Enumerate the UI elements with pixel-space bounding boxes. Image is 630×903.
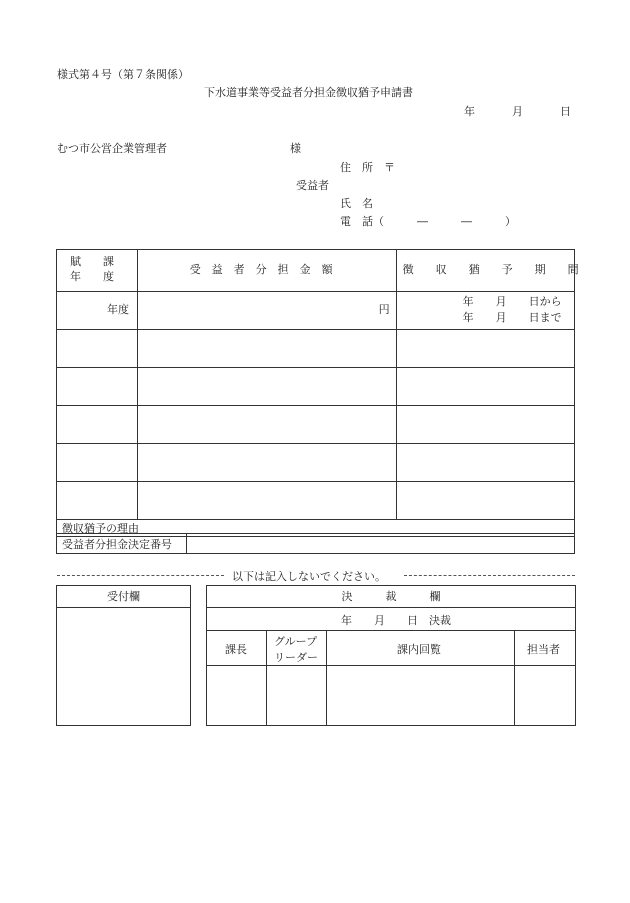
amount-cell[interactable] xyxy=(137,406,396,444)
period-cell[interactable] xyxy=(396,444,574,482)
office-use-notice: 以下は記入しないでください。 xyxy=(232,570,386,583)
person-in-charge-stamp-cell[interactable] xyxy=(515,666,575,725)
amount-cell[interactable] xyxy=(137,444,396,482)
section-chief-stamp-cell[interactable] xyxy=(207,666,266,725)
fiscal-year-cell[interactable] xyxy=(57,482,138,520)
decision-box xyxy=(206,585,576,726)
table-row xyxy=(57,330,575,368)
table-row xyxy=(57,482,575,520)
table-row xyxy=(57,368,575,406)
circulation-stamp-cell[interactable] xyxy=(327,666,514,725)
amount-cell[interactable] xyxy=(137,482,396,520)
table-row xyxy=(57,444,575,482)
period-cell[interactable]: 年 月 日から 年 月 日まで xyxy=(396,292,574,330)
date-month-label: 月 xyxy=(512,105,523,118)
reception-header: 受付欄 xyxy=(57,586,190,608)
form-number: 様式第４号（第７条関係） xyxy=(57,68,189,81)
period-cell[interactable] xyxy=(396,368,574,406)
section-chief-label: 課長 xyxy=(225,643,247,656)
period-cell[interactable] xyxy=(396,406,574,444)
fiscal-year-cell[interactable] xyxy=(57,406,138,444)
fiscal-year-cell[interactable] xyxy=(57,330,138,368)
amount-cell[interactable]: 円 xyxy=(137,292,396,330)
fiscal-year-header: 賦 課 年 度 xyxy=(57,250,138,292)
divider-line-left xyxy=(57,575,224,576)
addressee-name: むつ市公営企業管理者 xyxy=(57,142,167,155)
decision-date: 年 月 日 決裁 xyxy=(341,614,451,627)
person-in-charge-label: 担当者 xyxy=(527,643,560,656)
fiscal-year-cell[interactable]: 年度 xyxy=(57,292,138,330)
fiscal-year-cell[interactable] xyxy=(57,368,138,406)
divider-line-right xyxy=(404,575,575,576)
amount-cell[interactable] xyxy=(137,330,396,368)
address-label: 住 所 〒 xyxy=(340,161,395,174)
period-cell[interactable] xyxy=(396,330,574,368)
amount-header: 受 益 者 分 担 金 額 xyxy=(137,250,396,292)
document-title: 下水道事業等受益者分担金徴収猶予申請書 xyxy=(204,86,413,99)
group-leader-label-line2: リーダー xyxy=(274,651,318,664)
fiscal-year-cell[interactable] xyxy=(57,444,138,482)
table-row xyxy=(57,406,575,444)
deferral-table xyxy=(56,249,579,537)
decision-number-label: 受益者分担金決定番号 xyxy=(57,534,187,554)
decision-header: 決 裁 欄 xyxy=(207,586,575,608)
name-label: 氏 名 xyxy=(340,197,373,210)
period-cell[interactable] xyxy=(396,482,574,520)
decision-number-table xyxy=(56,533,575,554)
applicant-role-label: 受益者 xyxy=(296,179,329,192)
date-day-label: 日 xyxy=(560,105,571,118)
group-leader-stamp-cell[interactable] xyxy=(267,666,326,725)
group-leader-label-line1: グループ xyxy=(274,635,318,648)
amount-cell[interactable] xyxy=(137,368,396,406)
table-row xyxy=(57,292,575,330)
date-year-label: 年 xyxy=(464,105,475,118)
reason-label[interactable]: 徴収猶予の理由 xyxy=(57,520,575,537)
deferral-period-header: 徴 収 猶 予 期 間 xyxy=(396,250,574,292)
reception-box xyxy=(56,585,191,726)
decision-number-field[interactable] xyxy=(187,534,575,554)
circulation-label: 課内回覧 xyxy=(397,643,441,656)
phone-label: 電 話（ ― ― ） xyxy=(340,215,516,228)
table-header-row xyxy=(57,250,575,292)
addressee-honorific: 様 xyxy=(290,142,301,155)
